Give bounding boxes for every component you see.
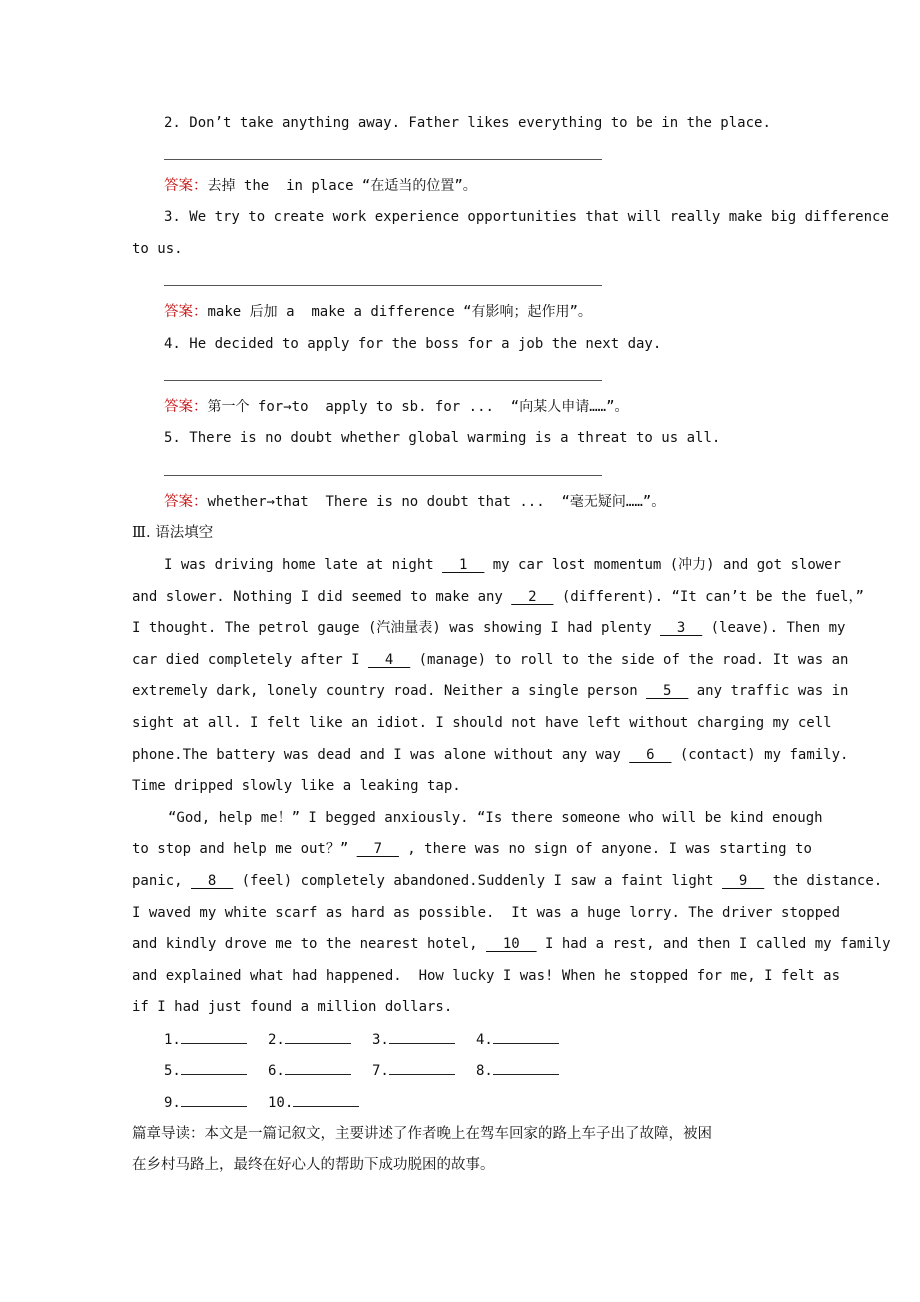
section-heading: Ⅲ. 语法填空: [132, 525, 214, 541]
blank-line[interactable]: [493, 1060, 559, 1075]
blank-number: 10.: [268, 1095, 294, 1111]
passage-line: [132, 871, 882, 891]
passage-text: panic,: [132, 873, 192, 889]
answer-blank[interactable]: [164, 1060, 268, 1081]
blank-line[interactable]: [493, 1029, 559, 1044]
blank-number: 2.: [268, 1032, 285, 1048]
blank-number: 6.: [268, 1063, 285, 1079]
answer-blank[interactable]: [268, 1029, 372, 1050]
answer-label: 答案：: [164, 178, 208, 194]
blank-10: __10__: [486, 936, 537, 952]
passage-text: (leave). Then my: [702, 620, 846, 636]
blank-row: [164, 1029, 580, 1050]
passage-line: [132, 934, 891, 954]
blank-number: 5.: [164, 1063, 181, 1079]
blank-4: __4__: [368, 652, 411, 668]
question-3-cont: to us.: [132, 241, 183, 257]
passage-text: I had a rest, and then I called my family: [536, 936, 891, 952]
passage-line: [132, 903, 840, 923]
passage-line: [132, 839, 812, 859]
blank-9: __9__: [722, 873, 765, 889]
blank-8: __8__: [191, 873, 234, 889]
blank-3: __3__: [660, 620, 703, 636]
blank-number: 4.: [476, 1032, 493, 1048]
passage-line: [132, 618, 845, 638]
passage-text: I waved my white scarf as hard as possible. It was a huge lorry. The driver stopped: [132, 905, 841, 921]
blank-7: __7__: [356, 841, 399, 857]
answer-blank[interactable]: [164, 1092, 268, 1113]
answer-label: 答案：: [164, 494, 208, 510]
passage-line: [132, 745, 848, 765]
passage-text: I thought. The petrol gauge (汽油量表) was showing I had plenty: [132, 620, 661, 636]
blank-row: [164, 1092, 372, 1113]
passage-text: car died completely after I: [132, 652, 369, 668]
passage-text: to stop and help me out？”: [132, 841, 357, 857]
passage-text: (different). “It can’t be the fuel，”: [553, 589, 864, 605]
passage-line: [132, 997, 452, 1017]
blank-line[interactable]: [285, 1060, 351, 1075]
answer-rule: [164, 475, 602, 476]
answer-text: make 后加 a make a difference “有影响；起作用”。: [207, 304, 592, 320]
answer-blank[interactable]: [372, 1060, 476, 1081]
answer-blank[interactable]: [268, 1060, 372, 1081]
guide-text-line2: 在乡村马路上，最终在好心人的帮助下成功脱困的故事。: [132, 1157, 495, 1173]
passage-line: [132, 776, 461, 796]
passage-line: [132, 681, 848, 701]
guide-text-line1: 篇章导读：本文是一篇记叙文，主要讲述了作者晚上在驾车回家的路上车子出了故障，被困: [132, 1126, 712, 1142]
answer-blank[interactable]: [476, 1029, 580, 1050]
blank-number: 8.: [476, 1063, 493, 1079]
answer-4: [164, 397, 629, 417]
answer-text: 第一个 for→to apply to sb. for ... “向某人申请……”。: [207, 399, 629, 415]
answer-2: [164, 176, 477, 196]
passage-text: if I had just found a million dollars.: [132, 999, 453, 1015]
passage-line: [132, 713, 832, 733]
passage-text: Time dripped slowly like a leaking tap.: [132, 778, 461, 794]
question-3: 3. We try to create work experience opportunities that will really make big difference: [164, 209, 889, 225]
blank-line[interactable]: [181, 1029, 247, 1044]
passage-text: sight at all. I felt like an idiot. I should not have left without charging my cell: [132, 715, 832, 731]
blank-line[interactable]: [389, 1060, 455, 1075]
answer-text: 去掉 the in place “在适当的位置”。: [207, 178, 477, 194]
passage-text: I was driving home late at night: [164, 557, 443, 573]
passage-text: my car lost momentum (冲力) and got slower: [484, 557, 842, 573]
passage-line: [132, 587, 864, 607]
answer-blank[interactable]: [164, 1029, 268, 1050]
passage-text: phone.The battery was dead and I was alone without any way: [132, 747, 630, 763]
blank-1: __1__: [442, 557, 485, 573]
blank-2: __2__: [511, 589, 554, 605]
answer-blank[interactable]: [372, 1029, 476, 1050]
answer-label: 答案：: [164, 304, 208, 320]
passage-text: the distance.: [764, 873, 883, 889]
question-4: 4. He decided to apply for the boss for a job the next day.: [164, 336, 662, 352]
answer-rule: [164, 285, 602, 286]
passage-text: and slower. Nothing I did seemed to make any: [132, 589, 512, 605]
answer-3: [164, 302, 592, 322]
passage-text: , there was no sign of anyone. I was starting to: [398, 841, 812, 857]
passage-text: “God, help me！” I begged anxiously. “Is there someone who will be kind enough: [168, 810, 823, 826]
blank-line[interactable]: [389, 1029, 455, 1044]
passage-line: [132, 650, 848, 670]
blank-line[interactable]: [181, 1060, 247, 1075]
answer-text: whether→that There is no doubt that ... “毫无疑问……”。: [207, 494, 666, 510]
blank-number: 1.: [164, 1032, 181, 1048]
answer-label: 答案：: [164, 399, 208, 415]
passage-line: [164, 555, 841, 575]
passage-text: extremely dark, lonely country road. Neither a single person: [132, 683, 647, 699]
blank-5: __5__: [646, 683, 689, 699]
question-5: 5. There is no doubt whether global warming is a threat to us all.: [164, 430, 721, 446]
passage-text: any traffic was in: [688, 683, 849, 699]
blank-line[interactable]: [181, 1092, 247, 1107]
blank-line[interactable]: [285, 1029, 351, 1044]
answer-rule: [164, 380, 602, 381]
answer-rule: [164, 159, 602, 160]
blank-number: 3.: [372, 1032, 389, 1048]
answer-blank[interactable]: [476, 1060, 580, 1081]
passage-line: [132, 966, 840, 986]
blank-6: __6__: [629, 747, 672, 763]
passage-text: and explained what had happened. How lucky I was! When he stopped for me, I felt as: [132, 968, 841, 984]
answer-blank[interactable]: [268, 1092, 372, 1113]
blank-number: 9.: [164, 1095, 181, 1111]
answer-5: [164, 492, 665, 512]
blank-row: [164, 1060, 580, 1081]
question-2: 2. Don’t take anything away. Father likes everything to be in the place.: [164, 115, 771, 131]
passage-text: (manage) to roll to the side of the road. It was an: [410, 652, 849, 668]
passage-text: (feel) completely abandoned.Suddenly I saw a faint light: [233, 873, 723, 889]
passage-text: and kindly drove me to the nearest hotel,: [132, 936, 487, 952]
blank-number: 7.: [372, 1063, 389, 1079]
blank-line[interactable]: [293, 1092, 359, 1107]
passage-text: (contact) my family.: [671, 747, 849, 763]
passage-line: [168, 808, 823, 828]
